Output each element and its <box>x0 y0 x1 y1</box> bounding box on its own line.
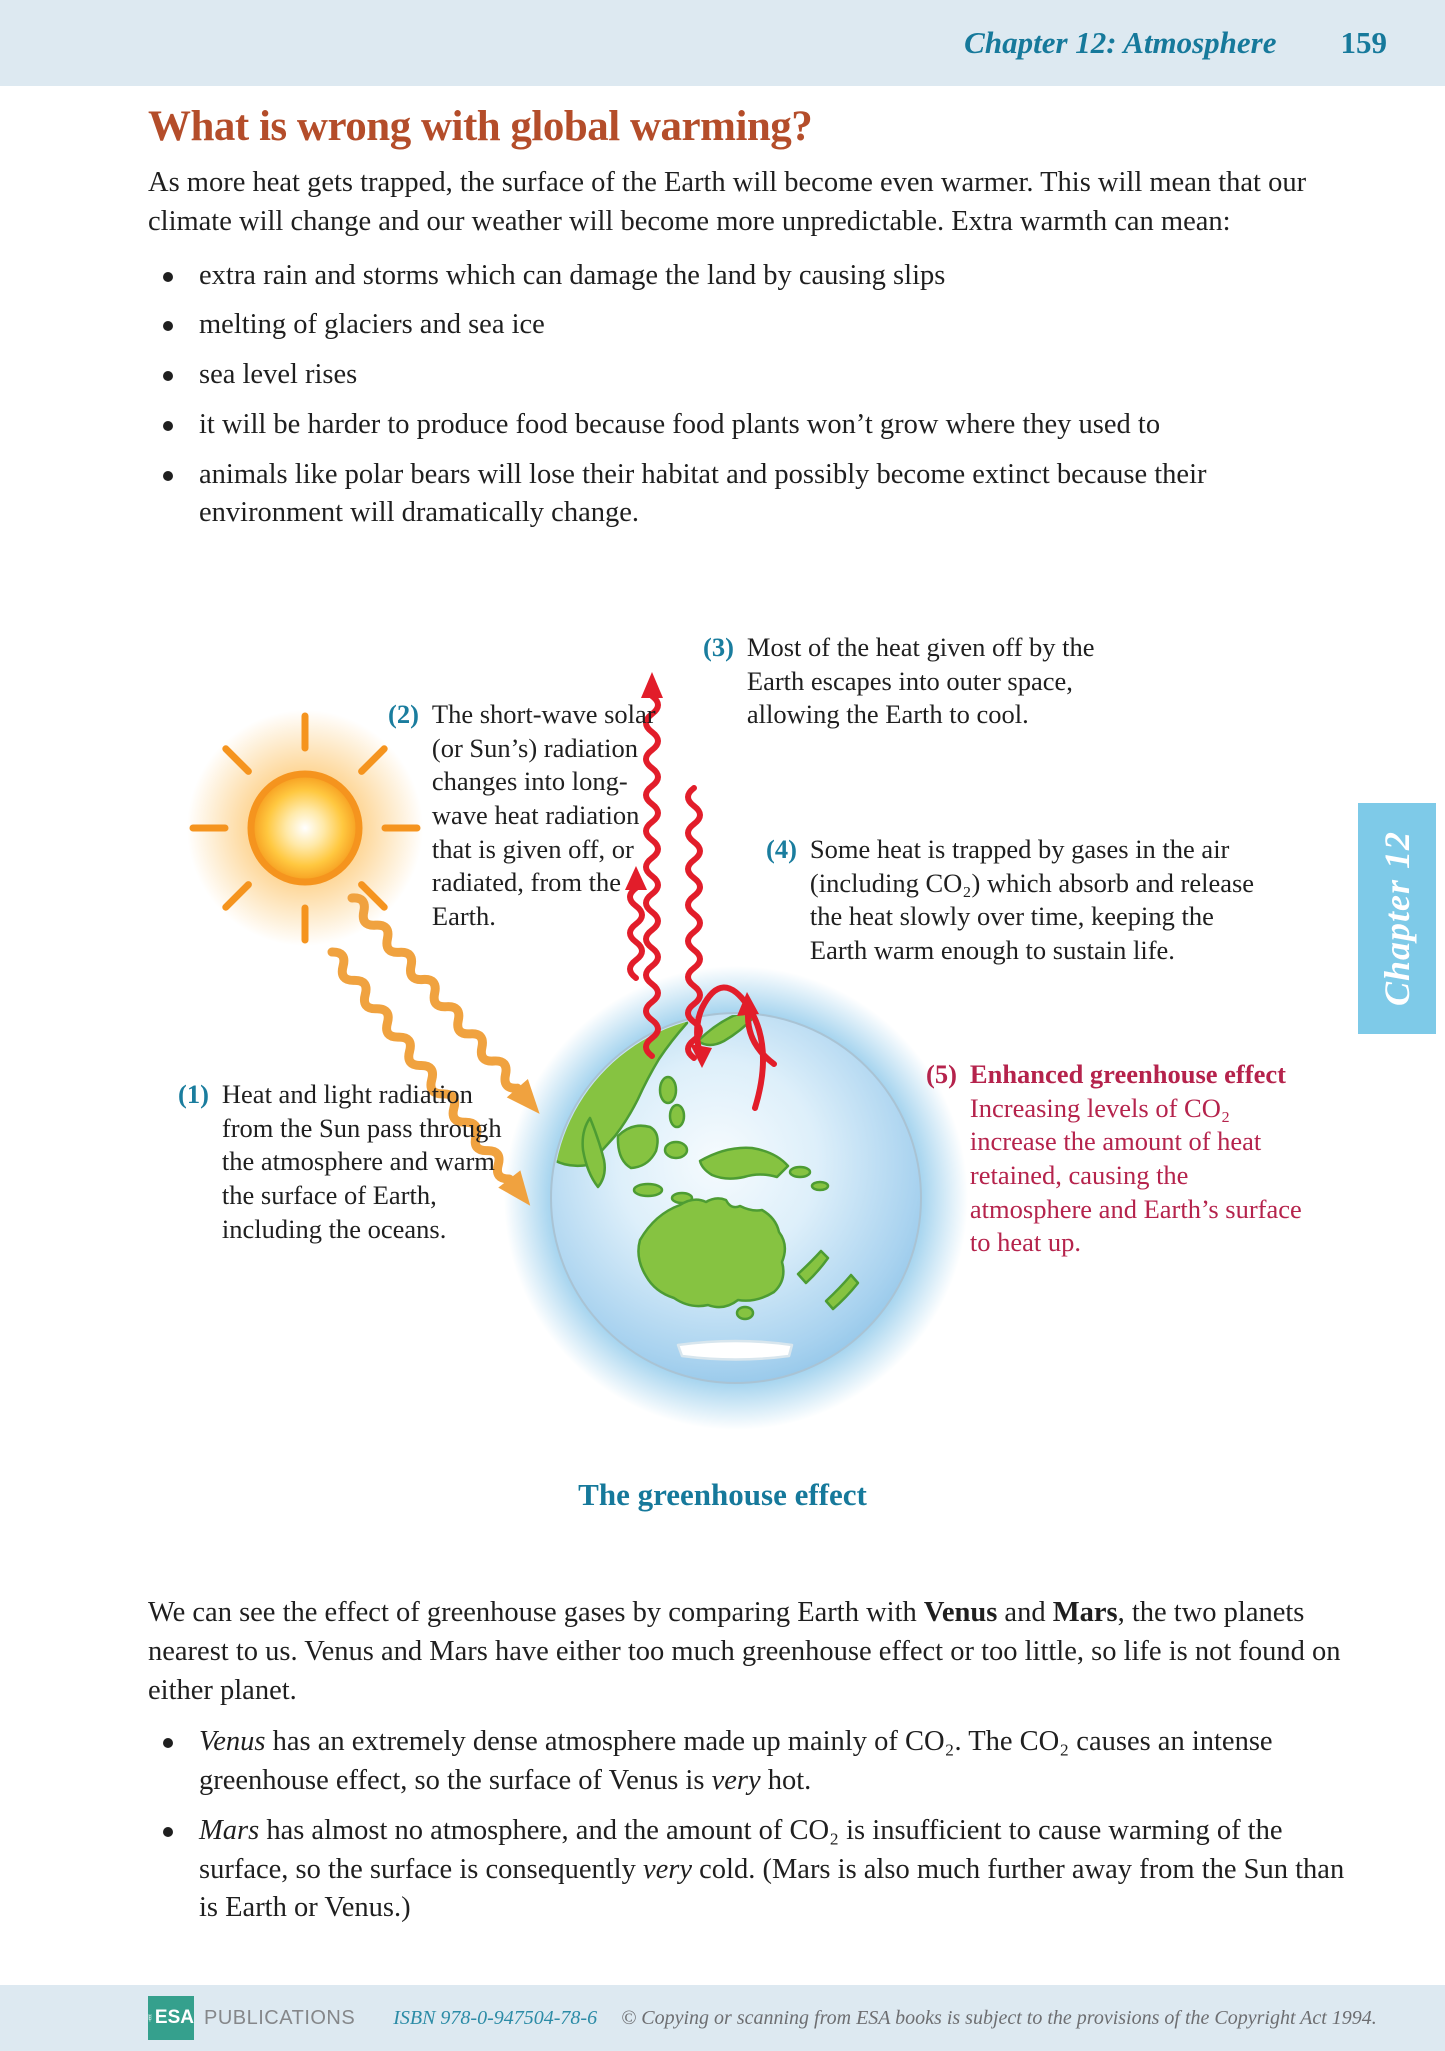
intro-paragraph: As more heat gets trapped, the surface of the Earth will become even warmer. This will mean that our climate will change and our weather will become more unpredictable. Extra warmth can mean: <box>148 167 1307 237</box>
text-run-italic: Venus <box>199 1726 266 1758</box>
page-footer <box>0 1985 1445 2051</box>
list-item-mars <box>148 1812 1346 1928</box>
text-run: We can see the effect of greenhouse gases by comparing Earth with <box>148 1597 924 1628</box>
text-run: and <box>997 1597 1053 1628</box>
bullet-dot <box>163 272 173 282</box>
list-item <box>148 456 1330 534</box>
list-item-text: extra rain and storms which can damage the land by causing slips <box>199 259 946 291</box>
diagram-label-5 <box>926 1058 1306 1260</box>
page-header <box>0 0 1445 86</box>
text-run: cold. (Mars is also much further away from the Sun than is Earth or Venus.) <box>199 1853 1345 1924</box>
list-item-venus <box>148 1723 1346 1801</box>
earth-globe <box>504 966 968 1430</box>
chapter-tab-label: Chapter 12 <box>1377 830 1417 1007</box>
bullet-dot <box>163 371 173 381</box>
warming-effects-list <box>148 257 1330 534</box>
list-item-text: sea level rises <box>199 359 358 390</box>
bullet-dot <box>163 1738 173 1748</box>
label-number: (1) <box>178 1079 209 1109</box>
text-run-bold: Mars <box>1052 1597 1118 1628</box>
list-item <box>148 257 1330 296</box>
article-bottom <box>148 1594 1346 1939</box>
text-run: , the two planets nearest to us. Venus and Mars have either too much greenhouse effect or too little, so life is not found on either planet. <box>148 1597 1341 1706</box>
label-number: (3) <box>703 632 734 662</box>
text-run-italic: Mars <box>199 1814 260 1846</box>
diagram-label-2 <box>388 698 676 933</box>
text-run-bold: Venus <box>923 1597 998 1628</box>
list-item-text <box>199 1723 1346 1801</box>
enhanced-greenhouse-heading: Enhanced greenhouse effect <box>969 1059 1286 1089</box>
label-number: (5) <box>926 1059 957 1089</box>
planet-comparison-list <box>148 1723 1346 1928</box>
comparison-paragraph <box>148 1594 1346 1710</box>
list-item <box>148 356 1330 395</box>
label-text: Heat and light radiation from the Sun pass through the atmosphere and warm the surface of Earth, including the oceans. <box>221 1079 502 1244</box>
text-run: has almost no atmosphere, and the amount of CO₂ is insufficient to cause warming of the surface, so the surface is consequently <box>199 1814 1283 1885</box>
list-item-text: it will be harder to produce food because food plants won’t grow where they used to <box>199 408 1161 440</box>
diagram-label-1 <box>178 1078 504 1246</box>
bullet-dot <box>163 421 173 431</box>
text-run-italic: very <box>711 1765 761 1796</box>
esa-logo-text: ESA <box>154 2007 194 2028</box>
list-item-text: melting of glaciers and sea ice <box>199 309 545 341</box>
label-number: (4) <box>766 834 797 864</box>
text-run-italic: very <box>642 1853 693 1885</box>
label-text: The short-wave solar (or Sun’s) radiation changes into long-wave heat radiation that is given off, or radiated, from the Earth. <box>431 699 656 931</box>
chapter-tab <box>1358 803 1436 1034</box>
diagram-caption: The greenhouse effect <box>578 1477 867 1512</box>
bullet-dot <box>163 471 173 481</box>
label-number: (2) <box>388 699 419 729</box>
diagram-label-4 <box>766 833 1258 968</box>
page-number: 159 <box>1340 25 1387 60</box>
bullet-dot <box>163 321 173 331</box>
bullet-dot <box>163 1827 173 1837</box>
chapter-heading: Chapter 12: Atmosphere <box>964 25 1277 60</box>
publisher-name: PUBLICATIONS <box>204 2006 356 2029</box>
esa-logo <box>148 1996 194 2040</box>
list-item <box>148 406 1330 445</box>
label-text <box>970 1058 1306 1260</box>
label-text: Most of the heat given off by the Earth escapes into outer space, allowing the Earth to cool. <box>746 632 1095 730</box>
fern-icon <box>148 2005 152 2031</box>
isbn-text: ISBN 978-0-947504-78-6 <box>393 2006 598 2029</box>
diagram-label-3 <box>703 631 1095 732</box>
text-run: hot. <box>760 1765 812 1796</box>
list-item-text <box>199 1812 1346 1928</box>
article-top <box>148 102 1330 544</box>
list-item-text: animals like polar bears will lose their habitat and possibly become extinct because their environment will dramatically change. <box>199 458 1207 529</box>
text-run: has an extremely dense atmosphere made up mainly of CO₂. The CO₂ causes an intense greenhouse effect, so the surface of Venus is <box>199 1726 1273 1796</box>
article-title: What is wrong with global warming? <box>148 103 813 150</box>
list-item <box>148 306 1330 345</box>
enhanced-greenhouse-body: Increasing levels of CO₂ increase the amount of heat retained, causing the atmosphere and Earth’s surface to heat up. <box>969 1092 1302 1258</box>
label-text: Some heat is trapped by gases in the air (including CO₂) which absorb and release the heat slowly over time, keeping the Earth warm enough to sustain life. <box>809 834 1255 965</box>
copyright-notice: © Copying or scanning from ESA books is subject to the provisions of the Copyright Act 1994. <box>621 2006 1377 2029</box>
